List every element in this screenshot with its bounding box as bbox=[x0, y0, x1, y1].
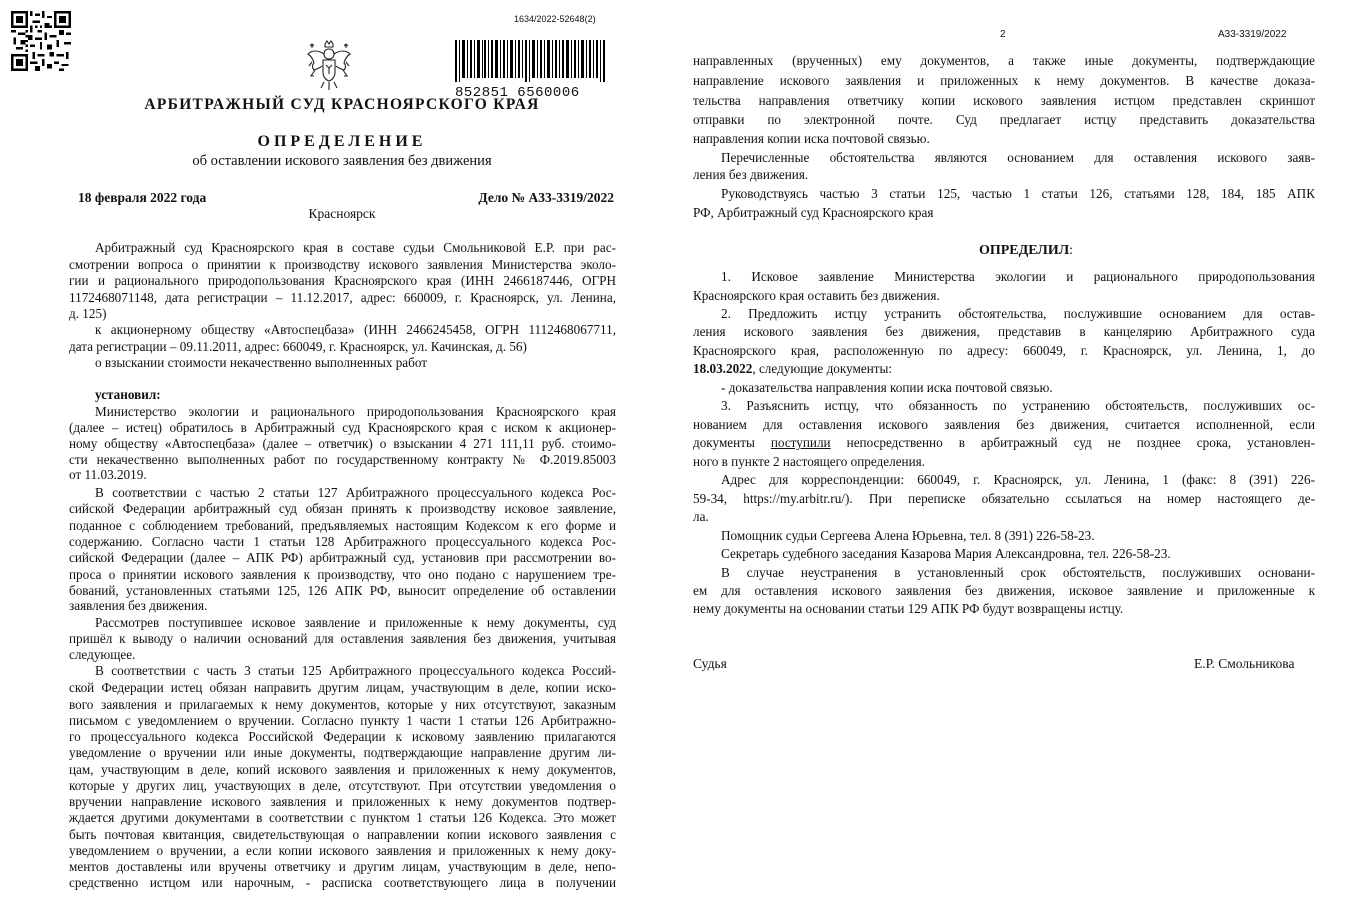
barcode bbox=[455, 40, 607, 101]
text-line: В соответствии с часть 3 статьи 125 Арбитражного процессуального кодекса Россий- bbox=[95, 663, 616, 678]
page-case-number: А33-3319/2022 bbox=[1218, 29, 1287, 40]
text-line: ской Федерации истец обязан направить другим лицам, участвующим в деле, копии иско- bbox=[69, 680, 616, 695]
text-line: бований, установленных статьями 125, 126 АПК РФ, выносит определение об оставлении bbox=[69, 583, 616, 598]
text-line: 1172468071148, дата регистрации – 11.12.2017, адрес: 660009, г. Красноярск, ул. Ленина, bbox=[69, 290, 616, 305]
text-line: - доказательства направления копии иска почтовой связью. bbox=[721, 380, 1053, 395]
page-number: 2 bbox=[1000, 29, 1006, 40]
text-line: проса о принятии искового заявления к производству, что оно подано с нарушением тре- bbox=[69, 567, 616, 582]
text-line: Рассмотрев поступившее исковое заявление и приложенные к нему документы, суд bbox=[95, 615, 616, 630]
signature-title: Судья bbox=[693, 656, 727, 671]
document-number: 1634/2022-52648(2) bbox=[514, 14, 596, 24]
text-line: д. 125) bbox=[69, 306, 107, 321]
text-line: сийской Федерации (далее – АПК РФ) арбитражный суд, установив при рассмотрении во- bbox=[69, 550, 616, 565]
text-line: ления без движения. bbox=[693, 167, 809, 182]
court-title: АРБИТРАЖНЫЙ СУД КРАСНОЯРСКОГО КРАЯ bbox=[144, 96, 540, 113]
text-line: Арбитражный суд Красноярского края в составе судьи Смольниковой Е.Р. при рас- bbox=[95, 240, 616, 255]
text-line: ментов доставлены или вручены ответчику и другим лицам, участвующим в деле, непо- bbox=[69, 859, 616, 874]
text-line: Руководствуясь частью 3 статьи 125, частью 1 статьи 126, статьями 128, 184, 185 АПК bbox=[721, 186, 1315, 201]
text-line: ления искового заявления без движения, представив в канцелярию Арбитражного суда bbox=[693, 324, 1315, 339]
text-line: быть почтовая квитанция, свидетельствующая о направлении копии искового заявления с bbox=[69, 827, 616, 842]
barcode-icon bbox=[455, 40, 607, 82]
text-line: направление искового заявления и приложенных к нему документов. В качестве доказа- bbox=[693, 73, 1315, 88]
text-line: следующее. bbox=[69, 647, 136, 662]
decided-colon: : bbox=[1069, 243, 1074, 258]
text-line: гии и рационального природопользования Красноярского края (ИНН 2466187446, ОГРН bbox=[69, 273, 616, 288]
decided-word: ОПРЕДЕЛИЛ bbox=[978, 243, 1070, 258]
text-line: го процессуального кодекса Российской Федерации к исковому заявлению прилагаются bbox=[69, 729, 616, 744]
qr-code-icon bbox=[11, 11, 71, 71]
coat-of-arms-icon bbox=[306, 40, 352, 92]
text-line: 2. Предложить истцу устранить обстоятельства, послужившие основанием для остав- bbox=[721, 306, 1315, 321]
text-line: которые у других лиц, участвующих в деле, отсутствуют. При отсутствии уведомления о bbox=[69, 778, 616, 793]
text-line: о взыскании стоимости некачественно выполненных работ bbox=[95, 355, 428, 370]
text-fragment: непосредственно в арбитражный суд не позднее срока, установлен- bbox=[846, 435, 1315, 450]
text-line: пришёл к выводу о наличии оснований для оставления заявления без движения, учитывая bbox=[69, 631, 616, 646]
text-line: сийской Федерации арбитражный суд обязан принять к производству исковое заявление, bbox=[69, 501, 616, 516]
text-line: нему документы на основании статьи 129 АПК РФ будут возвращены истцу. bbox=[693, 601, 1124, 616]
text-line: 59-34, https://my.arbitr.ru/). При переписке обязательно ссылаться на номер настоящего де- bbox=[693, 491, 1315, 506]
section-heading-decided bbox=[684, 243, 1368, 259]
document-date: 18 февраля 2022 года bbox=[78, 190, 207, 205]
text-line: от 11.03.2019. bbox=[69, 467, 147, 482]
barcode-digits: 852851 6560006 bbox=[455, 85, 580, 101]
text-line: письмом с уведомлением о вручении. Согласно пункту 1 части 1 статьи 126 Арбитражно- bbox=[69, 713, 616, 728]
text-line: Красноярского края, расположенную по адресу: 660049, г. Красноярск, ул. Ленина, 1, до bbox=[693, 343, 1315, 358]
text-line: нованием для оставления искового заявления без движения, считается исполненной, если bbox=[693, 417, 1315, 432]
text-line: средственно истцом или нарочным, - расписка соответствующего лица в получении bbox=[69, 875, 616, 890]
text-line: поданное с соблюдением требований, предъявляемых настоящим Кодексом к его форме и bbox=[69, 518, 616, 533]
city: Красноярск bbox=[308, 206, 376, 221]
text-line: тельства направления ответчику копии искового заявления истцом представлен скриншот bbox=[693, 93, 1315, 108]
text-line: 1. Исковое заявление Министерства экологии и рационального природопользования bbox=[721, 269, 1315, 284]
text-fragment: документы bbox=[693, 435, 755, 450]
text-line: цам, участвующим в деле, копий искового заявления и приложенных к нему документов, bbox=[69, 762, 616, 777]
text-line: направленных (врученных) ему документов, а также иные документы, подтверждающие bbox=[693, 53, 1315, 68]
document-title: ОПРЕДЕЛЕНИЕ bbox=[257, 133, 427, 150]
text-line: ному обществу «Автоспецбаза» (далее – ответчик) о взыскании 4 271 111,11 руб. стоимо- bbox=[69, 436, 616, 451]
text-line: уведомлением о вручении, а если копии искового заявления и приложенных к нему доку- bbox=[69, 843, 616, 858]
section-heading-established: установил: bbox=[95, 387, 161, 402]
text-line bbox=[693, 435, 1315, 450]
text-line: уведомление о вручении или иные документы, подтверждающие направление другим ли- bbox=[69, 745, 616, 760]
text-line: Адрес для корреспонденции: 660049, г. Красноярск, ул. Ленина, 1 (факс: 8 (391) 226- bbox=[721, 472, 1315, 487]
text-line: ем для оставления искового заявления без движения, исковое заявление и приложенные к bbox=[693, 583, 1315, 598]
document-subtitle: об оставлении искового заявления без движения bbox=[192, 153, 492, 169]
text-line: вого заявления и прилагаемых к нему документов, которые у них отсутствуют, заказным bbox=[69, 697, 616, 712]
text-line: Красноярского края оставить без движения. bbox=[693, 288, 940, 303]
underlined-word: поступили bbox=[770, 435, 831, 450]
deadline-date: 18.03.2022 bbox=[693, 361, 753, 376]
text-line: Секретарь судебного заседания Казарова Мария Александровна, тел. 226-58-23. bbox=[721, 546, 1171, 561]
text-line: В случае неустранения в установленный срок обстоятельств, послуживших основани- bbox=[721, 565, 1315, 580]
text-line: к акционерному обществу «Автоспецбаза» (ИНН 2466245458, ОГРН 1112468067711, bbox=[95, 322, 616, 337]
text-line: дата регистрации – 09.11.2011, адрес: 660049, г. Красноярск, ул. Качинская, д. 56) bbox=[69, 339, 527, 354]
text-line: содержанию. Согласно части 1 статьи 128 Арбитражного процессуального кодекса Рос- bbox=[69, 534, 616, 549]
text-line: В соответствии с частью 2 статьи 127 Арбитражного процессуального кодекса Рос- bbox=[95, 485, 616, 500]
case-number: Дело № А33-3319/2022 bbox=[478, 190, 614, 205]
text-line: вручении направление искового заявления и приложенных к нему документов подтвер- bbox=[69, 794, 616, 809]
text-line: сти некачественно выполненных работ по государственному контракту № Ф.2019.85003 bbox=[69, 452, 616, 467]
text-line: (далее – истец) обратилось в Арбитражный суд Красноярского края с иском к акционер- bbox=[69, 420, 616, 435]
text-line: ного в пункте 2 настоящего определения. bbox=[693, 454, 926, 469]
text-line: Министерство экологии и рационального природопользования Красноярского края bbox=[95, 404, 616, 419]
text-line: Помощник судьи Сергеева Алена Юрьевна, тел. 8 (391) 226-58-23. bbox=[721, 528, 1095, 543]
text-line: смотрении вопроса о принятии к производству искового заявления Министерства эколо- bbox=[69, 257, 616, 272]
text-line: Перечисленные обстоятельства являются основанием для оставления искового заяв- bbox=[721, 150, 1315, 165]
text-line: отправки по электронной почте. Суд предлагает истцу представить доказательства bbox=[693, 112, 1315, 127]
text-line bbox=[693, 361, 1315, 376]
text-line: РФ, Арбитражный суд Красноярского края bbox=[693, 205, 934, 220]
text-line: 3. Разъяснить истцу, что обязанность по устранению обстоятельств, послуживших ос- bbox=[721, 398, 1315, 413]
signature-name: Е.Р. Смольникова bbox=[1194, 656, 1295, 671]
text-line: ждается другими документами в соответствии с пунктом 1 статьи 126 Кодекса. Это может bbox=[69, 810, 616, 825]
text-line: направления копии иска почтовой связью. bbox=[693, 131, 930, 146]
text-line: ла. bbox=[693, 509, 709, 524]
text-line: заявления без движения. bbox=[69, 598, 208, 613]
deadline-text: , следующие документы: bbox=[752, 361, 893, 376]
